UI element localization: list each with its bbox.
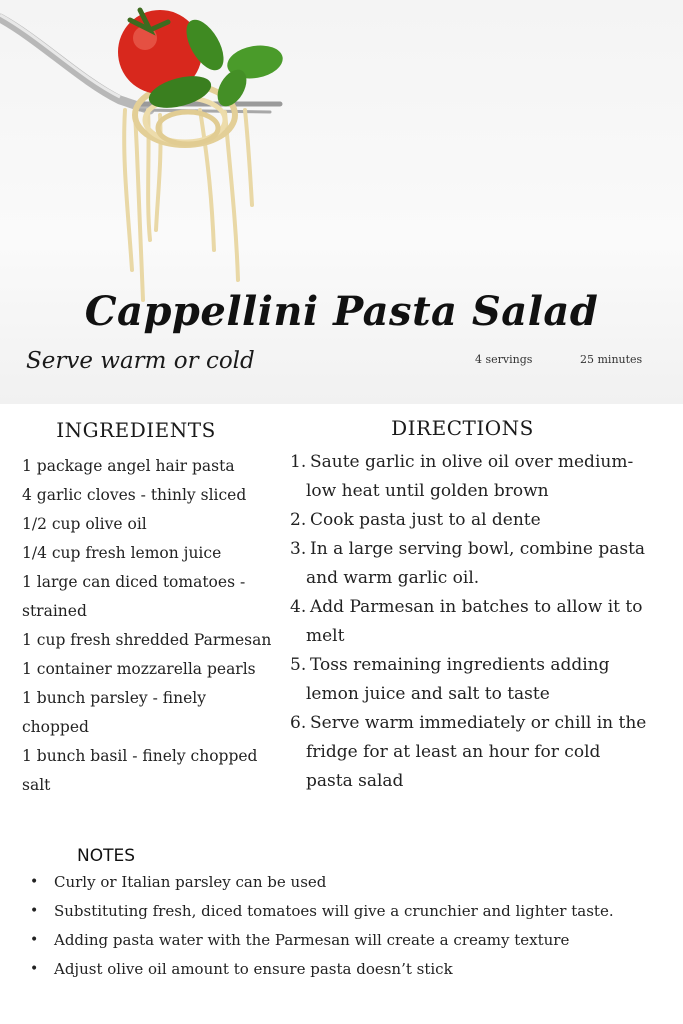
ingredient-item: salt xyxy=(22,776,51,794)
note-text: Adding pasta water with the Parmesan will create a creamy texture xyxy=(54,931,570,949)
ingredient-item: 1 bunch basil - finely chopped xyxy=(22,747,258,765)
step-text: Add Parmesan in batches to allow it to melt xyxy=(306,597,643,646)
direction-step xyxy=(290,709,650,796)
ingredient-item: 1 large can diced tomatoes - strained xyxy=(22,573,246,620)
ingredient-item: 1 container mozzarella pearls xyxy=(22,660,256,678)
ingredient-item: 4 garlic cloves - thinly sliced xyxy=(22,486,247,504)
direction-step xyxy=(290,506,650,535)
step-number: 6. xyxy=(290,713,307,733)
directions-heading: DIRECTIONS xyxy=(391,416,534,440)
directions-list xyxy=(290,448,650,796)
direction-step xyxy=(290,593,650,651)
bullet-icon: • xyxy=(30,874,39,890)
recipe-subtitle: Serve warm or cold xyxy=(26,348,255,374)
direction-step xyxy=(290,448,650,506)
notes-list xyxy=(30,868,670,984)
step-number: 3. xyxy=(290,539,307,559)
ingredients-section xyxy=(22,418,272,800)
recipe-title: Cappellini Pasta Salad xyxy=(84,288,599,335)
pasta-fork-illustration-icon xyxy=(0,0,683,404)
note-item xyxy=(30,897,670,926)
ingredient-item: 1 cup fresh shredded Parmesan xyxy=(22,631,272,649)
ingredients-list xyxy=(22,452,272,800)
step-text: Cook pasta just to al dente xyxy=(310,510,541,530)
ingredient-item: 1/2 cup olive oil xyxy=(22,515,147,533)
note-text: Substituting fresh, diced tomatoes will give a crunchier and lighter taste. xyxy=(54,902,614,920)
ingredient-item: 1 bunch parsley - finely chopped xyxy=(22,689,206,736)
hero-banner xyxy=(0,0,683,404)
step-number: 2. xyxy=(290,510,307,530)
step-text: Serve warm immediately or chill in the fridge for at least an hour for cold pasta salad xyxy=(306,713,647,791)
notes-heading: NOTES xyxy=(77,846,136,866)
direction-step xyxy=(290,535,650,593)
step-text: In a large serving bowl, combine pasta and warm garlic oil. xyxy=(306,539,646,588)
step-number: 5. xyxy=(290,655,307,675)
note-item xyxy=(30,926,670,955)
step-text: Toss remaining ingredients adding lemon juice and salt to taste xyxy=(306,655,610,704)
step-text: Saute garlic in olive oil over medium-low heat until golden brown xyxy=(306,452,634,501)
time-label: 25 minutes xyxy=(580,353,643,366)
ingredient-item: 1 package angel hair pasta xyxy=(22,457,235,475)
ingredient-item: 1/4 cup fresh lemon juice xyxy=(22,544,222,562)
bullet-icon: • xyxy=(30,903,39,919)
servings-label: 4 servings xyxy=(475,353,533,366)
note-item xyxy=(30,955,670,984)
note-text: Adjust olive oil amount to ensure pasta doesn’t stick xyxy=(54,960,453,978)
notes-section xyxy=(30,846,670,984)
ingredients-heading: INGREDIENTS xyxy=(56,418,216,442)
bullet-icon: • xyxy=(30,961,39,977)
note-item xyxy=(30,868,670,897)
note-text: Curly or Italian parsley can be used xyxy=(54,873,327,891)
step-number: 1. xyxy=(290,452,307,472)
step-number: 4. xyxy=(290,597,307,617)
direction-step xyxy=(290,651,650,709)
bullet-icon: • xyxy=(30,932,39,948)
directions-section xyxy=(290,416,650,796)
